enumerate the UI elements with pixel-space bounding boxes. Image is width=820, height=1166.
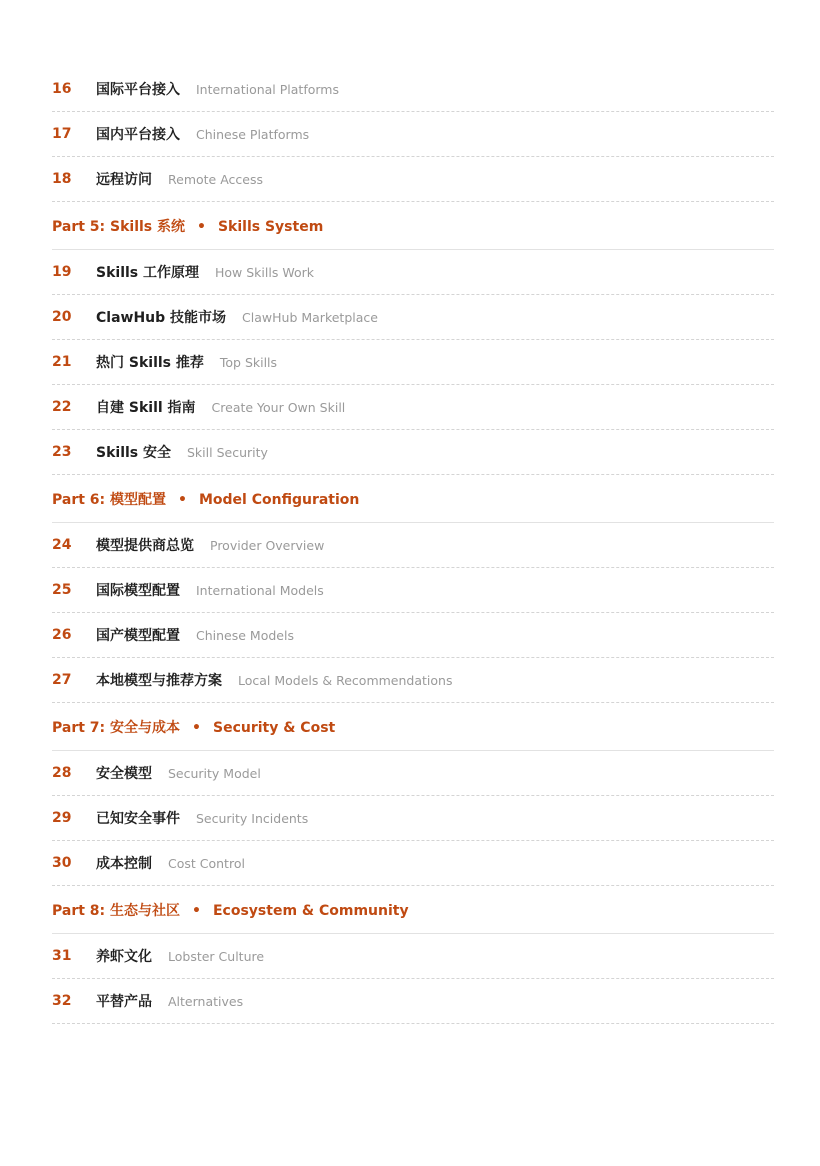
chapter-title-en: International Models	[196, 583, 324, 598]
chapter-title-en: Create Your Own Skill	[211, 400, 346, 415]
chapter-title-en: Remote Access	[168, 172, 263, 187]
chapter-title-en: Skill Security	[187, 445, 268, 460]
toc-entry[interactable]	[52, 568, 774, 613]
chapter-number: 25	[52, 582, 72, 598]
chapter-number: 20	[52, 309, 72, 325]
chapter-title-zh: ClawHub 技能市场 ClawHub Marketplace	[96, 310, 378, 326]
chapter-title-en: Top Skills	[219, 355, 278, 370]
chapter-title-zh: 国际平台接入 International Platforms	[96, 82, 339, 98]
chapter-title-en: ClawHub Marketplace	[242, 310, 378, 325]
part-title	[52, 705, 335, 751]
toc-entry[interactable]	[52, 613, 774, 658]
part-title-en: Model Configuration	[198, 492, 360, 508]
chapter-number: 31	[52, 948, 72, 964]
chapter-title-en: Alternatives	[168, 994, 244, 1009]
chapter-title-en: How Skills Work	[215, 265, 314, 280]
chapter-number: 23	[52, 444, 72, 460]
dashed-divider	[52, 1023, 774, 1024]
chapter-title-zh: 热门 Skills 推荐 Top Skills	[96, 355, 278, 371]
chapter-title-zh: 远程访问 Remote Access	[96, 172, 263, 188]
bullet-separator: •	[178, 492, 187, 508]
chapter-title-zh: Skills 安全 Skill Security	[96, 445, 268, 461]
chapter-number: 30	[52, 855, 72, 871]
chapter-number: 28	[52, 765, 72, 781]
chapter-title-en: Cost Control	[168, 856, 245, 871]
part-heading	[52, 477, 774, 523]
chapter-number: 29	[52, 810, 72, 826]
chapter-title-zh: 已知安全事件 Security Incidents	[96, 811, 309, 827]
part-heading	[52, 204, 774, 250]
bullet-separator: •	[197, 219, 206, 235]
part-label: Part 7: 安全与成本	[52, 720, 181, 736]
dashed-divider	[52, 474, 774, 475]
chapter-title-zh: 成本控制 Cost Control	[96, 856, 245, 872]
toc-entry[interactable]	[52, 250, 774, 295]
chapter-number: 16	[52, 81, 72, 97]
toc-entry[interactable]	[52, 841, 774, 886]
part-title-en: Skills System	[217, 219, 324, 235]
chapter-number: 32	[52, 993, 72, 1009]
chapter-number: 24	[52, 537, 72, 553]
chapter-title-zh: 养虾文化 Lobster Culture	[96, 949, 265, 965]
part-label: Part 5: Skills 系统	[52, 219, 186, 235]
toc-entry[interactable]	[52, 751, 774, 796]
part-title	[52, 888, 409, 934]
chapter-title-zh: 国内平台接入 Chinese Platforms	[96, 127, 310, 143]
toc-entry[interactable]	[52, 340, 774, 385]
toc-entry[interactable]	[52, 295, 774, 340]
chapter-title-zh: 国际模型配置 International Models	[96, 583, 324, 599]
chapter-number: 27	[52, 672, 72, 688]
toc-entry[interactable]	[52, 934, 774, 979]
chapter-title-en: Chinese Platforms	[196, 127, 310, 142]
part-label: Part 8: 生态与社区	[52, 903, 181, 919]
chapter-title-en: Local Models & Recommendations	[238, 673, 453, 688]
chapter-title-en: Security Model	[168, 766, 261, 781]
toc-entry[interactable]	[52, 157, 774, 202]
part-title-en: Security & Cost	[212, 720, 336, 736]
toc-entry[interactable]	[52, 523, 774, 568]
chapter-number: 21	[52, 354, 72, 370]
chapter-title-zh: 自建 Skill 指南 Create Your Own Skill	[96, 400, 346, 416]
chapter-number: 18	[52, 171, 72, 187]
chapter-title-en: Lobster Culture	[168, 949, 265, 964]
dashed-divider	[52, 201, 774, 202]
chapter-title-zh: 国产模型配置 Chinese Models	[96, 628, 294, 644]
part-title	[52, 204, 323, 250]
toc-entry[interactable]	[52, 112, 774, 157]
part-label: Part 6: 模型配置	[52, 492, 167, 508]
bullet-separator: •	[192, 720, 201, 736]
chapter-title-en: Provider Overview	[210, 538, 325, 553]
toc-entry[interactable]	[52, 430, 774, 475]
toc-entry[interactable]	[52, 658, 774, 703]
part-title-en: Ecosystem & Community	[212, 903, 409, 919]
chapter-title-zh: 安全模型 Security Model	[96, 766, 261, 782]
dashed-divider	[52, 885, 774, 886]
bullet-separator: •	[192, 903, 201, 919]
part-title	[52, 477, 359, 523]
chapter-title-zh: 平替产品 Alternatives	[96, 994, 244, 1010]
toc-entry[interactable]	[52, 385, 774, 430]
chapter-title-zh: 本地模型与推荐方案 Local Models & Recommendations	[96, 673, 453, 689]
toc-entry[interactable]	[52, 67, 774, 112]
chapter-title-en: International Platforms	[196, 82, 339, 97]
chapter-number: 17	[52, 126, 72, 142]
chapter-title-en: Security Incidents	[196, 811, 309, 826]
toc-entry[interactable]	[52, 796, 774, 841]
chapter-title-zh: Skills 工作原理 How Skills Work	[96, 265, 314, 281]
chapter-title-en: Chinese Models	[196, 628, 294, 643]
dashed-divider	[52, 702, 774, 703]
toc-entry[interactable]	[52, 979, 774, 1024]
chapter-number: 19	[52, 264, 72, 280]
part-heading	[52, 888, 774, 934]
chapter-number: 22	[52, 399, 72, 415]
chapter-title-zh: 模型提供商总览 Provider Overview	[96, 538, 325, 554]
chapter-number: 26	[52, 627, 72, 643]
part-heading	[52, 705, 774, 751]
